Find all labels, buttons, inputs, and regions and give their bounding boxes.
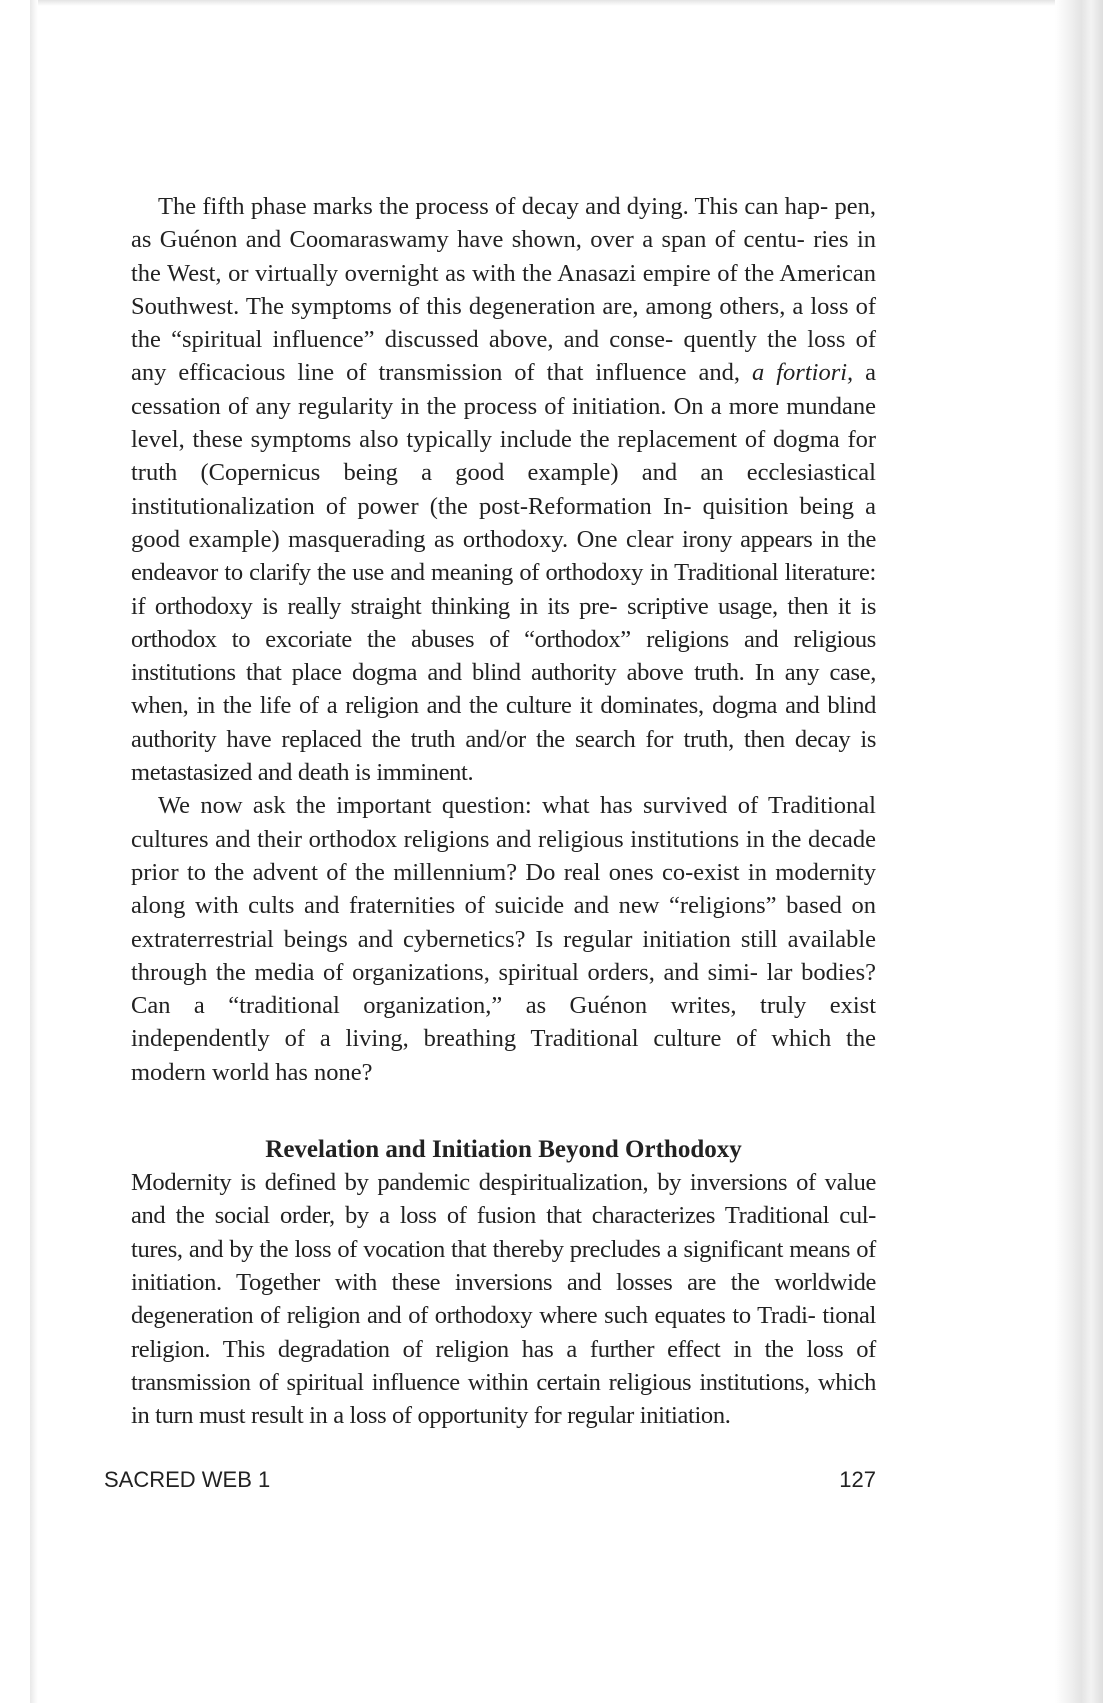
paragraph-modernity [131,1166,876,1432]
text-line: Modernity is defined by pandemic despiritualization, by inversions of value [131,1169,876,1197]
text-line: religions and religious institutions that place dogma and blind authority above [131,625,876,687]
text-line: quisition being a good example) masquerading as orthodoxy. One clear [131,492,876,553]
text-line: in Traditional literature: if orthodoxy is really straight thinking in its pre- [131,559,876,620]
text-line: scriptive usage, then it is orthodox to excoriate the abuses of “orthodox” [131,592,876,653]
text-line: We now ask the important question: what has survived of Traditional [158,792,876,820]
text-line: replacement of dogma for truth (Copernicus being a good example) and [131,426,877,487]
text-line: modern world has none? [131,1058,373,1086]
text-line: independently of a living, breathing Traditional culture of which the [131,1025,876,1053]
paragraph-decay [131,190,876,789]
page-number: 127 [839,1467,876,1492]
text-line: The fifth phase marks the process of decay and dying. This can hap- [158,193,829,220]
page-right-edge [1055,0,1103,1703]
text-line: tional religion. This degradation of religion has a further effect in the loss of [131,1302,877,1363]
text-line: pen, as Guénon and Coomaraswamy have shown, over a span of centu- [131,193,877,254]
section-heading: Revelation and Initiation Beyond Orthodoxy [265,1136,742,1164]
text-line: modernity along with cults and fraternities of suicide and new “religions” [131,858,877,920]
text-line: available through the media of organizations, spiritual orders, and simi- [131,925,877,986]
page-top-edge [38,0,1055,6]
body-text [131,190,876,1432]
text-line: of initiation. Together with these inversions and losses are the worldwide [131,1235,876,1296]
text-line: On a more mundane level, these symptoms also typically include the [131,392,877,454]
text-line: truth. In any case, when, in the life of a religion and the culture it dominates, [131,659,876,720]
text-line: degeneration of religion and of orthodoxy where such equates to Tradi- [131,1302,816,1330]
text-line: dogma and blind authority have replaced the truth and/or the search for [131,692,877,753]
text-line: decade prior to the advent of the millennium? Do real ones co-exist in [131,825,877,886]
text-line: and the social order, by a loss of fusion that characterizes Traditional cul- [131,1202,876,1230]
page-left-edge [30,0,38,1703]
text-line: others, a loss of the “spiritual influence” discussed above, and conse- [131,292,876,354]
text-line: transmission of spiritual influence within certain religious institutions, which [131,1368,876,1396]
text-line: lar bodies? Can a “traditional organization,” as Guénon writes, truly exist [131,958,876,1020]
text-line: tures, and by the loss of vocation that thereby precludes a significant means [131,1235,851,1263]
text-line: American Southwest. The symptoms of this degeneration are, among [131,259,876,320]
text-line: based on extraterrestrial beings and cybernetics? Is regular initiation still [131,892,876,953]
text-line: ries in the West, or virtually overnight as with the Anasazi empire of the [131,226,877,287]
journal-title: SACRED WEB 1 [104,1467,271,1492]
text-line: in turn must result in a loss of opportunity for regular initiation. [131,1402,731,1430]
text-line: and, [698,359,753,387]
paragraph-question [131,789,876,1089]
text-line: an ecclesiastical institutionalization of power (the post-Reformation In- [131,459,876,520]
text-line: a cessation of any regularity in the process of initiation. [131,359,877,420]
text-line: cultures and their orthodox religions and religious institutions in the [131,825,802,853]
text-line: truth, then decay is metastasized and death is imminent. [131,725,877,787]
text-line: quently the loss of any efficacious line of transmission of that influence [131,326,877,387]
text-line: irony appears in the endeavor to clarify the use and meaning of orthodoxy [131,525,876,587]
italic-phrase: a fortiori, [752,359,854,387]
